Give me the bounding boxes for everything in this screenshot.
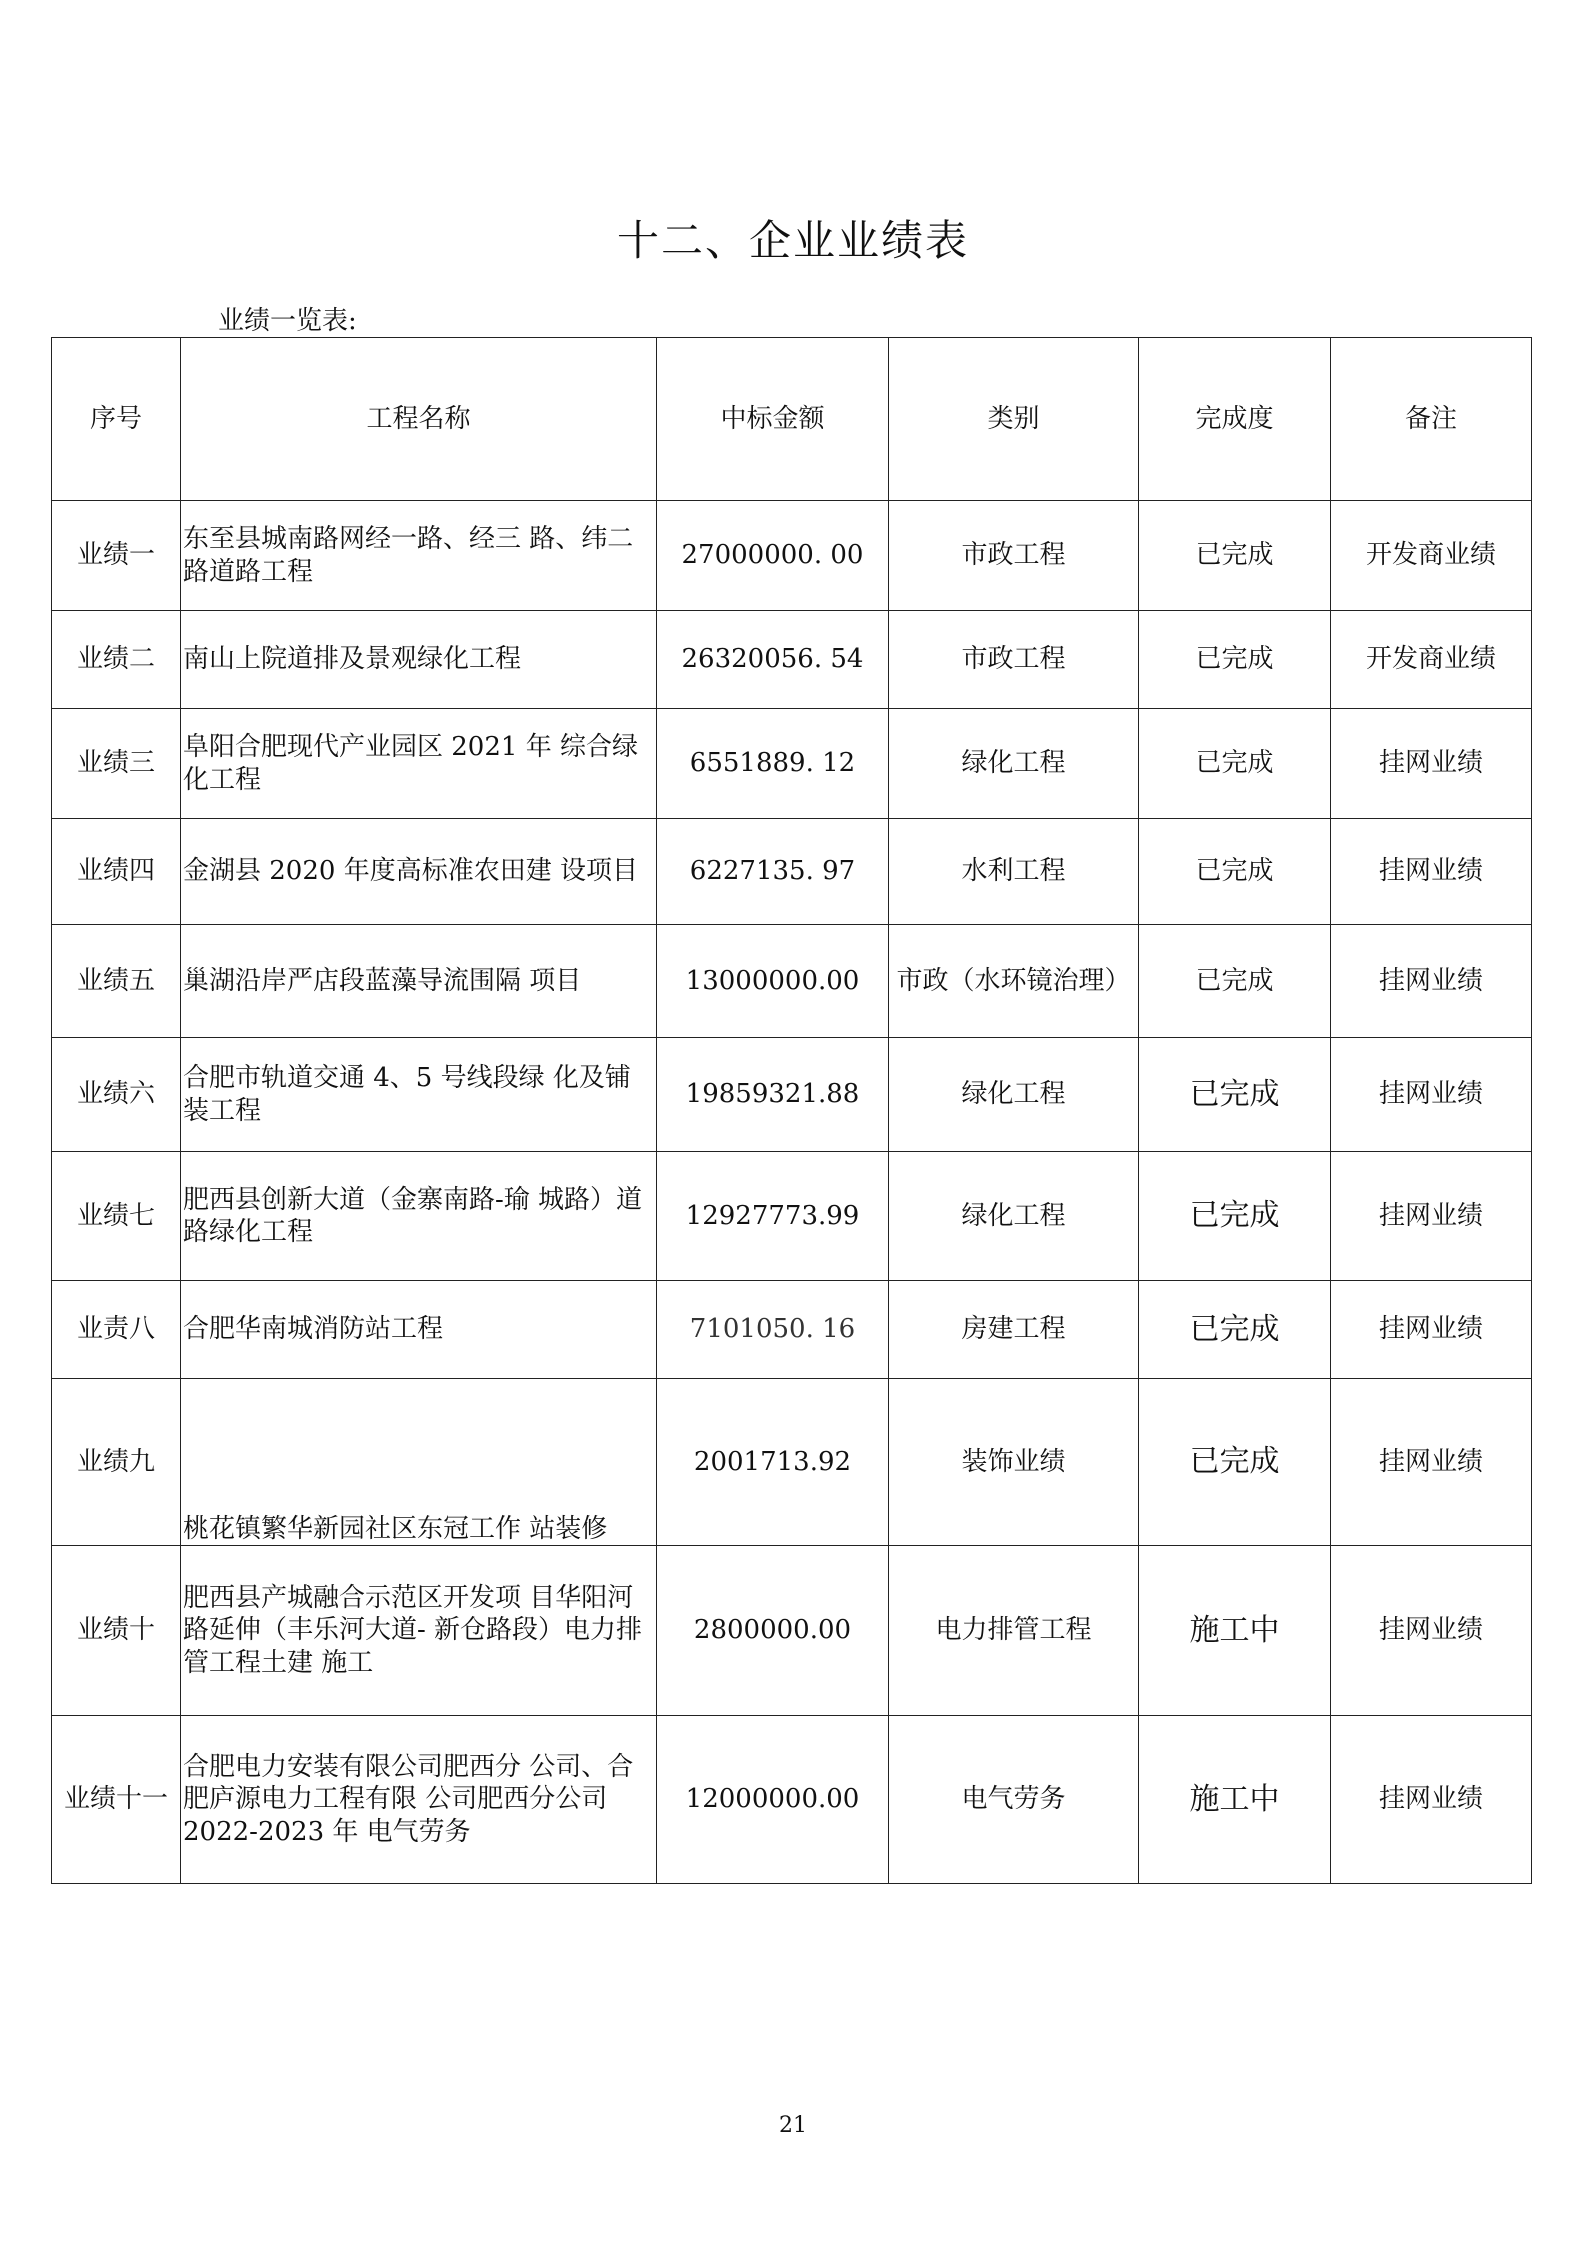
- row-category: 电力排管工程: [889, 1546, 1139, 1716]
- row-name: 肥西县创新大道（金寨南路-瑜 城路）道路绿化工程: [181, 1152, 657, 1281]
- table-row: [52, 1546, 1532, 1716]
- row-note: 挂网业绩: [1331, 1379, 1532, 1546]
- row-name: 合肥华南城消防站工程: [181, 1281, 657, 1379]
- row-status: 已完成: [1139, 709, 1331, 819]
- row-seq: 业绩三: [52, 709, 181, 819]
- row-amount: 19859321.88: [657, 1038, 889, 1152]
- table-row: [52, 819, 1532, 925]
- row-amount: 2800000.00: [657, 1546, 889, 1716]
- row-category: 绿化工程: [889, 1038, 1139, 1152]
- table-row: [52, 501, 1532, 611]
- row-note: 挂网业绩: [1331, 925, 1532, 1038]
- row-name: 南山上院道排及景观绿化工程: [181, 611, 657, 709]
- table-header-row: [52, 338, 1532, 501]
- row-status: 已完成: [1139, 1281, 1331, 1379]
- row-category: 市政工程: [889, 501, 1139, 611]
- table-row: [52, 925, 1532, 1038]
- row-seq: 业绩七: [52, 1152, 181, 1281]
- row-name: 阜阳合肥现代产业园区 2021 年 综合绿化工程: [181, 709, 657, 819]
- row-note: 挂网业绩: [1331, 1281, 1532, 1379]
- row-category: 装饰业绩: [889, 1379, 1139, 1546]
- row-category: 房建工程: [889, 1281, 1139, 1379]
- row-amount: 26320056. 54: [657, 611, 889, 709]
- row-status: 已完成: [1139, 925, 1331, 1038]
- row-category: 电气劳务: [889, 1716, 1139, 1884]
- row-name: 金湖县 2020 年度高标准农田建 设项目: [181, 819, 657, 925]
- row-status: 已完成: [1139, 1038, 1331, 1152]
- row-amount: 2001713.92: [657, 1379, 889, 1546]
- row-amount: 7101050. 16: [657, 1281, 889, 1379]
- row-category: 市政工程: [889, 611, 1139, 709]
- row-note: 开发商业绩: [1331, 501, 1532, 611]
- row-note: 挂网业绩: [1331, 1546, 1532, 1716]
- table-row: [52, 611, 1532, 709]
- row-seq: 业绩六: [52, 1038, 181, 1152]
- header-name: 工程名称: [181, 338, 657, 501]
- row-amount: 27000000. 00: [657, 501, 889, 611]
- row-category: 绿化工程: [889, 1152, 1139, 1281]
- row-amount: 12000000.00: [657, 1716, 889, 1884]
- row-seq: 业绩十一: [52, 1716, 181, 1884]
- row-seq: 业责八: [52, 1281, 181, 1379]
- row-category: 水利工程: [889, 819, 1139, 925]
- row-note: 开发商业绩: [1331, 611, 1532, 709]
- row-amount: 13000000.00: [657, 925, 889, 1038]
- row-status: 已完成: [1139, 501, 1331, 611]
- header-note: 备注: [1331, 338, 1532, 501]
- page-number: 21: [779, 2113, 807, 2138]
- row-name: 东至县城南路网经一路、经三 路、纬二路道路工程: [181, 501, 657, 611]
- row-note: 挂网业绩: [1331, 709, 1532, 819]
- row-note: 挂网业绩: [1331, 1038, 1532, 1152]
- row-name: 巢湖沿岸严店段蓝藻导流围隔 项目: [181, 925, 657, 1038]
- table-row: [52, 709, 1532, 819]
- row-note: 挂网业绩: [1331, 819, 1532, 925]
- row-name: 桃花镇繁华新园社区东冠工作 站装修: [181, 1379, 657, 1546]
- row-seq: 业绩九: [52, 1379, 181, 1546]
- row-name: 合肥市轨道交通 4、5 号线段绿 化及铺装工程: [181, 1038, 657, 1152]
- row-seq: 业绩二: [52, 611, 181, 709]
- header-seq: 序号: [52, 338, 181, 501]
- header-status: 完成度: [1139, 338, 1331, 501]
- row-category: 绿化工程: [889, 709, 1139, 819]
- row-category: 市政（水环镜治理）: [889, 925, 1139, 1038]
- page-title: 十二、企业业绩表: [616, 216, 969, 265]
- row-name: 合肥电力安装有限公司肥西分 公司、合肥庐源电力工程有限 公司肥西分公司 2022-2023 年 电气劳务: [181, 1716, 657, 1884]
- table-row: [52, 1152, 1532, 1281]
- row-amount: 12927773.99: [657, 1152, 889, 1281]
- row-seq: 业绩十: [52, 1546, 181, 1716]
- table-row: [52, 1281, 1532, 1379]
- header-amount: 中标金额: [657, 338, 889, 501]
- table-caption: 业绩一览表:: [218, 306, 357, 336]
- header-category: 类别: [889, 338, 1139, 501]
- row-status: 已完成: [1139, 1152, 1331, 1281]
- table-row: [52, 1379, 1532, 1546]
- row-amount: 6227135. 97: [657, 819, 889, 925]
- performance-table: [51, 337, 1532, 1884]
- row-amount: 6551889. 12: [657, 709, 889, 819]
- row-status: 已完成: [1139, 1379, 1331, 1546]
- row-note: 挂网业绩: [1331, 1152, 1532, 1281]
- row-seq: 业绩五: [52, 925, 181, 1038]
- table-row: [52, 1038, 1532, 1152]
- row-status: 已完成: [1139, 611, 1331, 709]
- row-status: 施工中: [1139, 1716, 1331, 1884]
- row-note: 挂网业绩: [1331, 1716, 1532, 1884]
- row-status: 施工中: [1139, 1546, 1331, 1716]
- row-seq: 业绩一: [52, 501, 181, 611]
- row-status: 已完成: [1139, 819, 1331, 925]
- table-row: [52, 1716, 1532, 1884]
- row-seq: 业绩四: [52, 819, 181, 925]
- row-name: 肥西县产城融合示范区开发项 目华阳河路延伸（丰乐河大道- 新仓路段）电力排管工程土建 施工: [181, 1546, 657, 1716]
